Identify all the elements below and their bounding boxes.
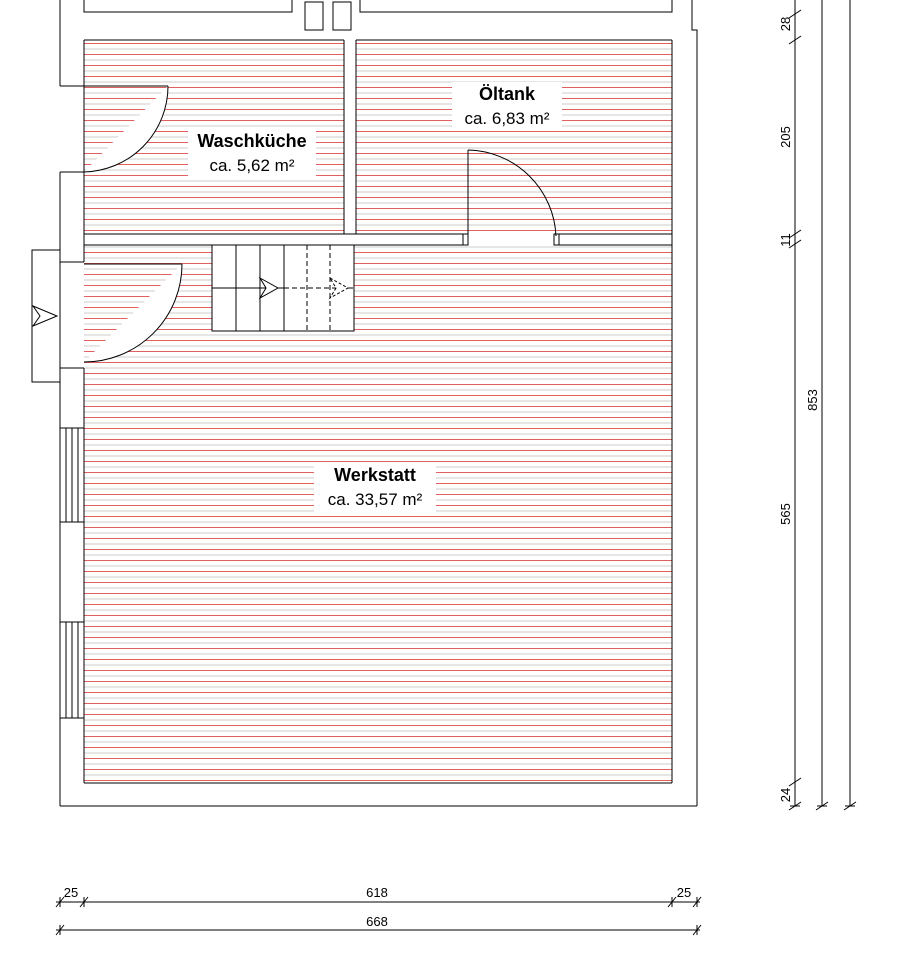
dim-vertical-11: 11 <box>778 233 793 247</box>
dim-horizontal-25-left: 25 <box>63 885 79 900</box>
oeltank-floor <box>356 40 672 234</box>
room-name-waschkueche: Waschküche <box>197 131 307 151</box>
window-2 <box>60 622 84 718</box>
dim-horizontal-25-right: 25 <box>676 885 692 900</box>
vertical-dimension-lines <box>789 0 856 810</box>
label-waschkueche <box>188 128 316 180</box>
dim-horizontal-668: 668 <box>366 914 388 929</box>
room-area-oeltank: ca. 6,83 m² <box>464 109 550 128</box>
window-1 <box>60 428 84 522</box>
dim-vertical-205: 205 <box>778 126 793 148</box>
dim-vertical-24: 24 <box>778 787 793 803</box>
room-area-werkstatt: ca. 33,57 m² <box>327 490 423 509</box>
dim-vertical-565: 565 <box>778 503 793 525</box>
dim-vertical-853: 853 <box>805 389 820 411</box>
label-werkstatt <box>314 462 436 514</box>
room-name-oeltank: Öltank <box>478 84 536 104</box>
room-area-waschkueche: ca. 5,62 m² <box>209 156 295 175</box>
room-name-werkstatt: Werkstatt <box>334 465 416 485</box>
stairs <box>212 245 354 331</box>
upper-wall-fragment <box>60 0 697 40</box>
dim-horizontal-618: 618 <box>366 885 388 900</box>
dim-vertical-28: 28 <box>778 16 793 32</box>
label-oeltank <box>452 82 562 130</box>
